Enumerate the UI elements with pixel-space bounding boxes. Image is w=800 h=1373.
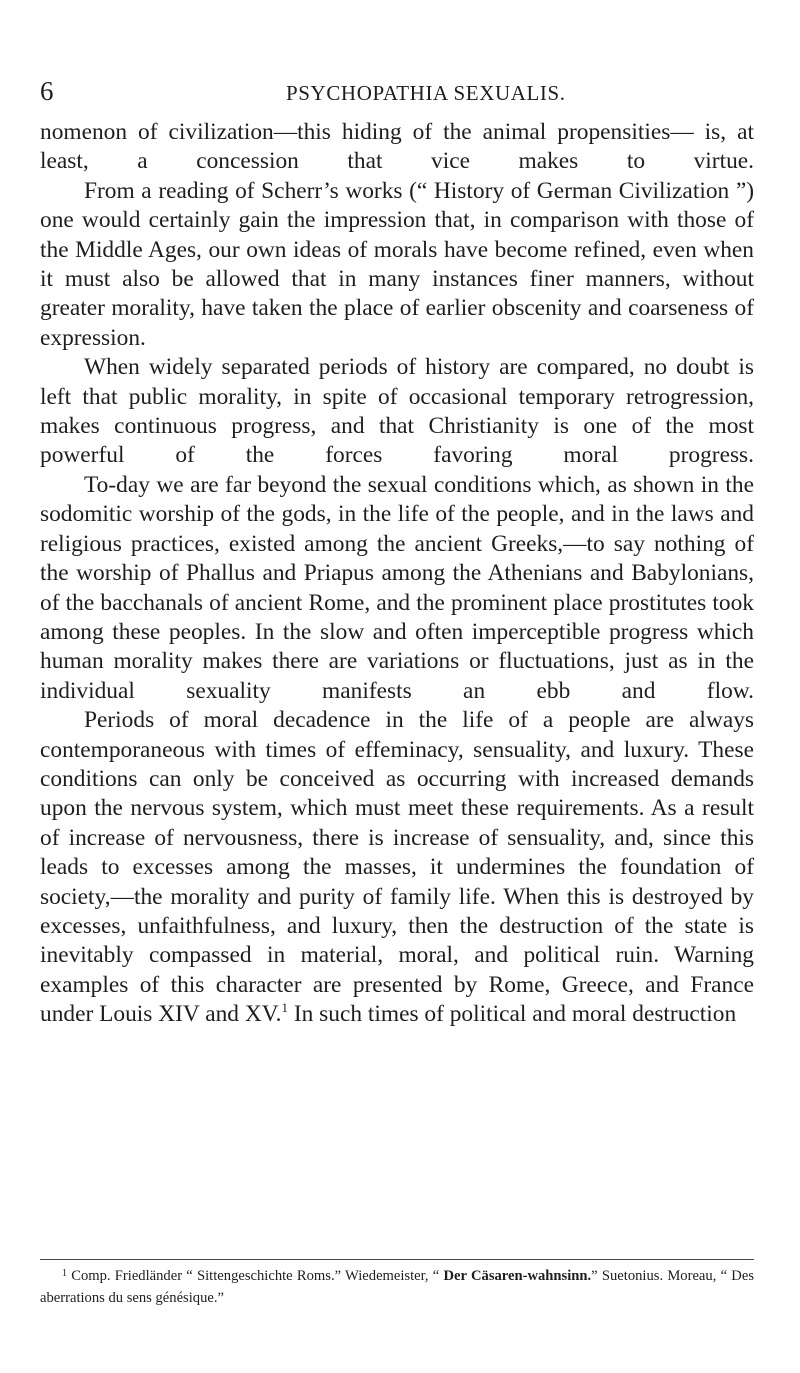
footnote-divider: [40, 1259, 754, 1260]
paragraph-3: When widely separated periods of history are compared, no doubt is left that public morality, in spite of occasional temporary retrogression, makes continuous progress, and that Christianity is one of the most powerful of the forces favoring moral progress.: [40, 354, 754, 469]
footnote-text-b: ” Suetonius. Moreau, “ Des aberrations du sens génésique.”: [40, 1268, 754, 1306]
footnote-text-bold: Der Cäsaren-wahnsinn.: [443, 1268, 592, 1284]
running-head: [36, 72, 764, 112]
body-text: [40, 118, 754, 1030]
page-number: 6: [40, 76, 54, 106]
footnote: [40, 1265, 754, 1309]
paragraph-4: To-day we are far beyond the sexual conditions which, as shown in the sodomitic worship of the gods, in the life of the people, and in the laws and religious practices, existed among the ancient Greeks,—to say nothing of the worship of Phallus and Priapus among the Athenians and Babylonians, of the bacchanals of ancient Rome, and the prominent place prostitutes took among these peoples. In the slow and often imperceptible progress which human morality makes there are variations or fluctuations, just as in the individual sexuality manifests an ebb and flow.: [40, 471, 754, 704]
footnote-text-a: Comp. Friedländer “ Sittengeschichte Roms.” Wiedemeister, “: [67, 1268, 444, 1284]
footnote-mark: 1: [62, 1268, 67, 1279]
paragraph-1: nomenon of civilization—this hiding of the animal propensities— is, at least, a concession that vice makes to virtue.: [40, 119, 754, 175]
paragraph-2: From a reading of Scherr’s works (“ History of German Civilization ”) one would certainly gain the impression that, in comparison with those of the Middle Ages, our own ideas of morals have become refined, even when it must also be allowed that in many instances finer manners, without greater morality, have taken the place of earlier obscenity and coarseness of expression.: [40, 177, 754, 351]
footnote-reference: 1: [281, 1000, 288, 1016]
paragraph-5-tail: In such times of political and moral destruction: [287, 1001, 737, 1028]
running-title: PSYCHOPATHIA SEXUALIS.: [286, 81, 566, 105]
paragraph-5: [40, 706, 754, 1029]
paragraph-5-text: Periods of moral decadence in the life of a people are always contemporaneous with times of effeminacy, sensuality, and luxury. These conditions can only be conceived as occurring with increased demands upon the nervous system, which must meet these requirements. As a result of increase of nervousness, there is increase of sensuality, and, since this leads to excesses among the masses, it undermines the foundation of society,—the morality and purity of family life. When this is destroyed by excesses, unfaithfulness, and luxury, then the destruction of the state is inevitably compassed in material, moral, and political ruin. Warning examples of this character are presented by Rome, Greece, and France under Louis XIV and XV.: [40, 707, 754, 1028]
